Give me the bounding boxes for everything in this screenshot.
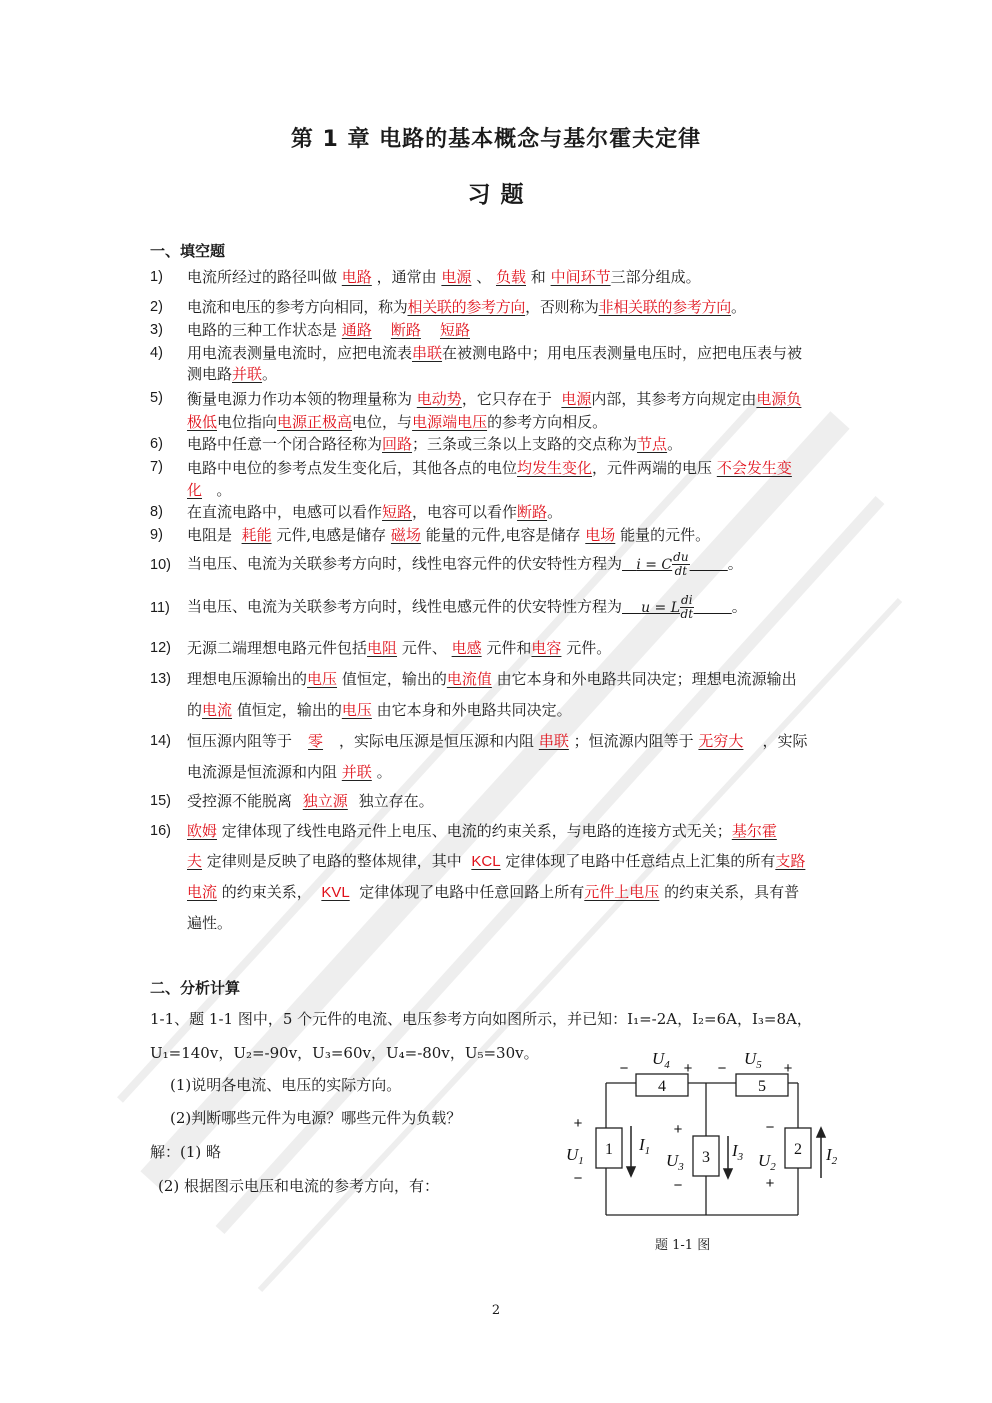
question-5: 5) 衡量电源力作功本领的物理量称为 电动势，它只存在于 电源内部，其参考方向规定由电源负极低电位指向电源正极高电位，与电源端电压的参考方向相反。 bbox=[150, 390, 802, 431]
element-2-label: 2 bbox=[794, 1141, 802, 1158]
question-number: 13) bbox=[150, 671, 171, 687]
answer: 均发生变化 bbox=[517, 459, 593, 477]
voltage-u1: $U_1$ bbox=[566, 1145, 584, 1167]
circuit-diagram bbox=[556, 1040, 856, 1240]
question-12: 12) 无源二端理想电路元件包括电阻 元件、 电感 元件和电容 元件。 bbox=[150, 639, 612, 657]
question-13: 13) 理想电压源输出的电压 值恒定，输出的电流值 由它本身和外电路共同决定；理想电流源输出的电流 值恒定，输出的电压 由它本身和外电路共同决定。 bbox=[150, 670, 797, 719]
answer: 回路 bbox=[382, 435, 413, 453]
question-number: 1) bbox=[150, 269, 163, 285]
minus-sign: − bbox=[619, 1060, 629, 1077]
answer: 断路 bbox=[390, 321, 421, 339]
plus-sign: + bbox=[573, 1115, 583, 1132]
element-4-label: 4 bbox=[658, 1078, 666, 1095]
answer: 支路电流 bbox=[187, 852, 806, 901]
solution-line-2: (2) 根据图示电压和电流的参考方向，有： bbox=[158, 1177, 440, 1195]
page-number: 2 bbox=[491, 1303, 501, 1318]
element-3-label: 3 bbox=[702, 1149, 710, 1166]
answer: KCL bbox=[471, 853, 501, 870]
question-14: 14) 恒压源内阻等于 零 ，实际电压源是恒压源和内阻 串联 ；恒流源内阻等于 无穷大 ，实际电流源是恒流源和内阻 并联 。 bbox=[150, 732, 808, 781]
question-number: 5) bbox=[150, 390, 163, 406]
answer: 短路 bbox=[382, 503, 413, 521]
question-number: 8) bbox=[150, 504, 163, 520]
figure-caption: 题 1-1 图 bbox=[655, 1238, 711, 1253]
question-3: 3) 电路的三种工作状态是 通路 断路 短路 bbox=[150, 321, 470, 339]
answer: 电容 bbox=[531, 639, 562, 657]
answer: 非相关联的参考方向 bbox=[598, 298, 731, 316]
problem-question-1: (1)说明各电流、电压的实际方向。 bbox=[170, 1076, 402, 1094]
question-10: 10) 当电压、电流为关联参考方向时，线性电容元件的伏安特性方程为 i = C $\frac{du}{dt}$ 。 bbox=[150, 550, 743, 578]
answer: 电压 bbox=[307, 670, 338, 688]
answer: 并联 bbox=[232, 365, 263, 383]
answer: 不会发生变化 bbox=[187, 459, 792, 499]
answer: 电源负极低 bbox=[187, 390, 802, 431]
current-i3: $I_3$ bbox=[732, 1141, 744, 1163]
equation-inductor: u = L $\frac{di}{dt}$ bbox=[641, 593, 694, 621]
answer: 断路 bbox=[517, 503, 548, 521]
voltage-u2: $U_2$ bbox=[758, 1151, 776, 1173]
question-8: 8) 在直流电路中，电感可以看作短路，电容可以看作断路。 bbox=[150, 503, 563, 521]
question-2: 2) 电流和电压的参考方向相同，称为相关联的参考方向，否则称为非相关联的参考方向。 bbox=[150, 298, 746, 316]
question-number: 2) bbox=[150, 299, 163, 315]
answer: 电感 bbox=[451, 639, 482, 657]
minus-sign: − bbox=[673, 1177, 683, 1194]
answer: 基尔霍夫 bbox=[187, 822, 777, 870]
answer: 无穷大 bbox=[698, 732, 744, 750]
answer: 电源 bbox=[441, 268, 472, 286]
answer: 短路 bbox=[439, 321, 470, 339]
plus-sign: + bbox=[683, 1060, 693, 1077]
element-5-label: 5 bbox=[758, 1078, 766, 1095]
problem-statement-line1: 1-1、题 1-1 图中，5 个元件的电流、电压参考方向如图所示，并已知：I₁=-2A，I₂=6A，I₃=8A， bbox=[150, 1010, 812, 1028]
answer: 电路 bbox=[341, 268, 372, 286]
answer: 电阻 bbox=[367, 639, 398, 657]
answer: 串联 bbox=[412, 344, 443, 362]
answer: 耗能 bbox=[241, 526, 272, 544]
current-i2: $I_2$ bbox=[826, 1145, 838, 1167]
element-1-label: 1 bbox=[605, 1141, 613, 1158]
voltage-u5: $U_5$ bbox=[744, 1049, 762, 1071]
answer: 电场 bbox=[585, 526, 616, 544]
minus-sign: − bbox=[765, 1119, 775, 1136]
problem-statement-line2: U₁=140v，U₂=-90v，U₃=60v，U₄=-80v，U₅=30v。 bbox=[150, 1044, 539, 1062]
question-number: 12) bbox=[150, 640, 171, 656]
current-i1: $I_1$ bbox=[639, 1135, 651, 1157]
question-number: 16) bbox=[150, 823, 171, 839]
answer: 电源正极高 bbox=[277, 413, 353, 431]
question-9: 9) 电阻是 耗能 元件,电感是储存 磁场 能量的元件,电容是储存 电场 能量的元件。 bbox=[150, 526, 711, 544]
equation-capacitor: i = C $\frac{du}{dt}$ bbox=[636, 550, 689, 578]
plus-sign: + bbox=[765, 1175, 775, 1192]
plus-sign: + bbox=[673, 1121, 683, 1138]
plus-sign: + bbox=[783, 1060, 793, 1077]
answer: 磁场 bbox=[390, 526, 421, 544]
question-number: 9) bbox=[150, 527, 163, 543]
question-number: 14) bbox=[150, 733, 171, 749]
answer: 独立源 bbox=[302, 792, 348, 810]
minus-sign: − bbox=[573, 1170, 583, 1187]
question-number: 4) bbox=[150, 345, 163, 361]
question-1: 1) 电流所经过的路径叫做 电路 ，通常由 电源 、 负载 和 中间环节三部分组成。 bbox=[150, 268, 701, 286]
answer: 电压 bbox=[341, 701, 372, 719]
question-number: 3) bbox=[150, 322, 163, 338]
solution-line-1: 解：(1) 略 bbox=[150, 1143, 222, 1161]
answer: 节点 bbox=[637, 435, 668, 453]
exercises-title: 习 题 bbox=[467, 182, 525, 208]
problem-question-2: (2)判断哪些元件为电源？哪些元件为负载？ bbox=[170, 1109, 462, 1127]
question-4: 4) 用电流表测量电流时，应把电流表串联在被测电路中；用电压表测量电压时，应把电压表与被测电路并联。 bbox=[150, 344, 803, 383]
answer: 中间环节 bbox=[550, 268, 611, 286]
question-7: 7) 电路中电位的参考点发生变化后，其他各点的电位均发生变化，元件两端的电压 不会发生变化 。 bbox=[150, 459, 792, 499]
answer: 电源 bbox=[561, 390, 592, 408]
answer: 电动势 bbox=[416, 390, 462, 408]
question-number: 7) bbox=[150, 459, 163, 475]
answer: 零 bbox=[308, 732, 324, 750]
question-number: 6) bbox=[150, 436, 163, 452]
answer: 通路 bbox=[341, 321, 372, 339]
question-15: 15) 受控源不能脱离 独立源 独立存在。 bbox=[150, 792, 434, 810]
answer: 电源端电压 bbox=[412, 413, 488, 431]
voltage-u4: $U_4$ bbox=[652, 1049, 670, 1071]
question-6: 6) 电路中任意一个闭合路径称为回路；三条或三条以上支路的交点称为节点。 bbox=[150, 435, 683, 453]
section-fill-blank-heading: 一、填空题 bbox=[150, 242, 226, 260]
question-number: 11) bbox=[150, 600, 170, 616]
question-number: 15) bbox=[150, 793, 171, 809]
answer: 欧姆 bbox=[187, 822, 218, 840]
question-11: 11) 当电压、电流为关联参考方向时，线性电感元件的伏安特性方程为 u = L $\frac{di}{dt}$ 。 bbox=[150, 593, 747, 621]
answer: 相关联的参考方向 bbox=[407, 298, 526, 316]
section-analysis-heading: 二、分析计算 bbox=[150, 979, 241, 997]
chapter-title: 第 1 章 电路的基本概念与基尔霍夫定律 bbox=[290, 127, 702, 152]
voltage-u3: $U_3$ bbox=[666, 1151, 684, 1173]
question-number: 10) bbox=[150, 557, 171, 573]
answer: 电流 bbox=[202, 701, 233, 719]
minus-sign: − bbox=[717, 1060, 727, 1077]
answer: 负载 bbox=[495, 268, 526, 286]
question-16: 16) 欧姆 定律体现了线性电路元件上电压、电流的约束关系，与电路的连接方式无关；基尔霍夫 定律则是反映了电路的整体规律，其中 KCL 定律体现了电路中任意结点上汇集的所有支路电流 的约束关系， KVL 定律体现了电路中任意回路上所有元件上电压 的约束关系，具有普遍性。 bbox=[150, 822, 806, 932]
answer: 并联 bbox=[341, 763, 372, 781]
answer: KVL bbox=[321, 884, 350, 901]
answer: 元件上电压 bbox=[584, 883, 660, 901]
answer: 串联 bbox=[538, 732, 569, 750]
answer: 电流值 bbox=[446, 670, 492, 688]
